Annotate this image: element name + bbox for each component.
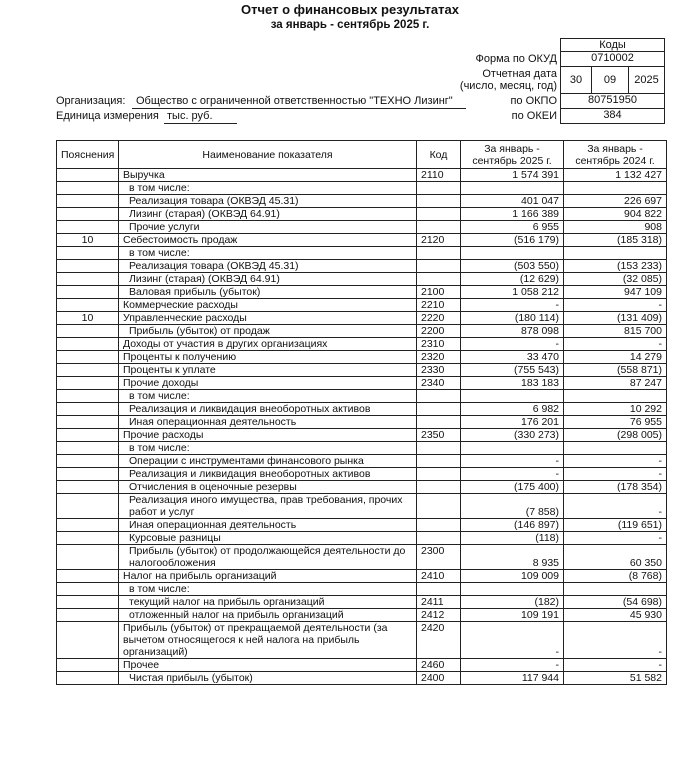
row-value-2024: (131 409)	[564, 312, 667, 325]
table-row	[57, 338, 667, 351]
row-value-2024: 947 109	[564, 286, 667, 299]
row-name: Прочие услуги	[119, 221, 417, 234]
table-row	[57, 169, 667, 182]
row-value-2025: (516 179)	[461, 234, 564, 247]
row-code	[417, 455, 461, 468]
row-note	[57, 570, 119, 583]
row-value-2024	[564, 247, 667, 260]
row-name: Операции с инструментами финансового рынка	[119, 455, 417, 468]
row-note	[57, 390, 119, 403]
row-note: 10	[57, 234, 119, 247]
row-code	[417, 208, 461, 221]
table-row	[57, 325, 667, 338]
row-value-2024	[564, 442, 667, 455]
row-value-2025: (118)	[461, 532, 564, 545]
row-value-2024: 51 582	[564, 672, 667, 685]
row-note	[57, 403, 119, 416]
row-value-2025: 117 944	[461, 672, 564, 685]
report-date-month: 09	[591, 66, 629, 94]
table-row	[57, 299, 667, 312]
row-code: 2350	[417, 429, 461, 442]
report-title: Отчет о финансовых результатах	[241, 2, 459, 17]
row-note	[57, 659, 119, 672]
row-note	[57, 377, 119, 390]
row-code: 2320	[417, 351, 461, 364]
row-value-2025: 1 058 212	[461, 286, 564, 299]
row-value-2024	[564, 583, 667, 596]
row-value-2024: 226 697	[564, 195, 667, 208]
row-code: 2340	[417, 377, 461, 390]
row-name: Реализация и ликвидация внеоборотных активов	[119, 403, 417, 416]
row-value-2024: (185 318)	[564, 234, 667, 247]
row-value-2024: (153 233)	[564, 260, 667, 273]
row-value-2025: (7 858)	[461, 494, 564, 519]
table-row	[57, 429, 667, 442]
row-name: Налог на прибыль организаций	[119, 570, 417, 583]
table-row	[57, 273, 667, 286]
row-value-2024: -	[564, 455, 667, 468]
row-value-2024: 904 822	[564, 208, 667, 221]
row-code	[417, 182, 461, 195]
okpo-label: по ОКПО	[510, 95, 557, 107]
row-name: Иная операционная деятельность	[119, 519, 417, 532]
table-row	[57, 672, 667, 685]
row-note	[57, 455, 119, 468]
table-row	[57, 208, 667, 221]
row-code	[417, 221, 461, 234]
row-name: Доходы от участия в других организациях	[119, 338, 417, 351]
row-value-2024: (32 085)	[564, 273, 667, 286]
unit-value: тыс. руб.	[164, 110, 237, 124]
row-code	[417, 583, 461, 596]
report-date-year: 2025	[628, 66, 665, 94]
row-code: 2460	[417, 659, 461, 672]
row-value-2025: 6 982	[461, 403, 564, 416]
report-date-label: Отчетная дата	[482, 68, 557, 80]
row-name: Реализация товара (ОКВЭД 45.31)	[119, 195, 417, 208]
table-row	[57, 390, 667, 403]
table-row	[57, 609, 667, 622]
row-note	[57, 672, 119, 685]
row-code	[417, 247, 461, 260]
row-note	[57, 338, 119, 351]
row-code	[417, 390, 461, 403]
col-code: Код	[417, 141, 461, 169]
row-value-2024: 10 292	[564, 403, 667, 416]
row-value-2024: 60 350	[564, 545, 667, 570]
row-value-2025: -	[461, 659, 564, 672]
table-row	[57, 519, 667, 532]
row-name: Прибыль (убыток) от продолжающейся деятельности до налогообложения	[119, 545, 417, 570]
col-2024: За январь - сентябрь 2024 г.	[564, 141, 667, 169]
table-row	[57, 234, 667, 247]
row-code	[417, 273, 461, 286]
row-note	[57, 583, 119, 596]
row-name: Проценты к уплате	[119, 364, 417, 377]
row-code	[417, 481, 461, 494]
row-value-2024: -	[564, 494, 667, 519]
row-value-2025: (503 550)	[461, 260, 564, 273]
table-row	[57, 659, 667, 672]
table-row	[57, 545, 667, 570]
row-code: 2411	[417, 596, 461, 609]
row-note	[57, 442, 119, 455]
okpo-code: 80751950	[560, 93, 665, 109]
row-code: 2330	[417, 364, 461, 377]
row-code: 2120	[417, 234, 461, 247]
table-row	[57, 221, 667, 234]
row-name: Себестоимость продаж	[119, 234, 417, 247]
row-value-2025	[461, 247, 564, 260]
row-code: 2412	[417, 609, 461, 622]
table-row	[57, 596, 667, 609]
row-value-2025: 176 201	[461, 416, 564, 429]
row-note: 10	[57, 312, 119, 325]
row-name: Прочие доходы	[119, 377, 417, 390]
row-note	[57, 169, 119, 182]
table-row	[57, 622, 667, 659]
table-row	[57, 364, 667, 377]
row-name: Прибыль (убыток) от прекращаемой деятельности (за вычетом относящегося к ней налога на прибыль организаций)	[119, 622, 417, 659]
row-value-2024: -	[564, 532, 667, 545]
row-value-2025	[461, 390, 564, 403]
row-code	[417, 494, 461, 519]
row-note	[57, 260, 119, 273]
row-value-2024: 908	[564, 221, 667, 234]
row-name: Прочее	[119, 659, 417, 672]
table-row	[57, 494, 667, 519]
org-label: Организация:	[56, 95, 126, 107]
row-code: 2410	[417, 570, 461, 583]
row-name: Валовая прибыль (убыток)	[119, 286, 417, 299]
row-code	[417, 468, 461, 481]
row-name: в том числе:	[119, 182, 417, 195]
row-note	[57, 416, 119, 429]
row-note	[57, 247, 119, 260]
row-name: текущий налог на прибыль организаций	[119, 596, 417, 609]
row-name: в том числе:	[119, 442, 417, 455]
row-name: Проценты к получению	[119, 351, 417, 364]
okud-code: 0710002	[560, 51, 665, 67]
table-row	[57, 468, 667, 481]
row-note	[57, 519, 119, 532]
row-code: 2420	[417, 622, 461, 659]
row-name: Курсовые разницы	[119, 532, 417, 545]
table-row	[57, 182, 667, 195]
financial-results-table	[56, 140, 667, 685]
row-code	[417, 195, 461, 208]
col-indicator-name: Наименование показателя	[119, 141, 417, 169]
row-value-2025: 6 955	[461, 221, 564, 234]
row-note	[57, 195, 119, 208]
row-value-2024: -	[564, 468, 667, 481]
row-code	[417, 403, 461, 416]
row-note	[57, 182, 119, 195]
report-date-hint: (число, месяц, год)	[459, 80, 557, 92]
row-value-2025: 109 009	[461, 570, 564, 583]
row-note	[57, 286, 119, 299]
row-value-2025: -	[461, 299, 564, 312]
table-row	[57, 351, 667, 364]
row-value-2025: (182)	[461, 596, 564, 609]
row-value-2024: -	[564, 299, 667, 312]
row-code: 2400	[417, 672, 461, 685]
col-2025: За январь - сентябрь 2025 г.	[461, 141, 564, 169]
okei-code: 384	[560, 108, 665, 124]
row-code: 2300	[417, 545, 461, 570]
row-note	[57, 325, 119, 338]
row-value-2024: (298 005)	[564, 429, 667, 442]
row-note	[57, 596, 119, 609]
row-value-2025: 1 574 391	[461, 169, 564, 182]
row-value-2025: 1 166 389	[461, 208, 564, 221]
report-period: за январь - сентябрь 2025 г.	[270, 19, 430, 31]
row-note	[57, 364, 119, 377]
row-value-2025: 401 047	[461, 195, 564, 208]
table-row	[57, 416, 667, 429]
row-name: Отчисления в оценочные резервы	[119, 481, 417, 494]
table-row	[57, 195, 667, 208]
okud-label: Форма по ОКУД	[475, 53, 557, 65]
row-code: 2110	[417, 169, 461, 182]
row-note	[57, 532, 119, 545]
row-note	[57, 299, 119, 312]
row-value-2024: 815 700	[564, 325, 667, 338]
row-value-2025	[461, 182, 564, 195]
row-name: Реализация товара (ОКВЭД 45.31)	[119, 260, 417, 273]
row-value-2025: 183 183	[461, 377, 564, 390]
report-date-day: 30	[560, 66, 592, 94]
row-name: отложенный налог на прибыль организаций	[119, 609, 417, 622]
row-value-2024	[564, 182, 667, 195]
row-value-2025: 33 470	[461, 351, 564, 364]
table-row	[57, 481, 667, 494]
row-value-2025: (175 400)	[461, 481, 564, 494]
row-code	[417, 519, 461, 532]
row-note	[57, 351, 119, 364]
row-value-2024: -	[564, 659, 667, 672]
row-value-2024: -	[564, 622, 667, 659]
row-value-2025	[461, 442, 564, 455]
row-value-2025: (330 273)	[461, 429, 564, 442]
table-row	[57, 570, 667, 583]
row-note	[57, 622, 119, 659]
row-name: Чистая прибыль (убыток)	[119, 672, 417, 685]
row-note	[57, 494, 119, 519]
row-code	[417, 260, 461, 273]
row-value-2024: 14 279	[564, 351, 667, 364]
unit-label: Единица измерения	[56, 110, 159, 122]
row-value-2025: (146 897)	[461, 519, 564, 532]
table-row	[57, 583, 667, 596]
table-row	[57, 377, 667, 390]
row-value-2025: (12 629)	[461, 273, 564, 286]
row-code: 2200	[417, 325, 461, 338]
row-name: Прибыль (убыток) от продаж	[119, 325, 417, 338]
row-name: Коммерческие расходы	[119, 299, 417, 312]
row-value-2025: 878 098	[461, 325, 564, 338]
row-value-2025: -	[461, 468, 564, 481]
table-row	[57, 312, 667, 325]
row-value-2024: (178 354)	[564, 481, 667, 494]
row-value-2024	[564, 390, 667, 403]
table-row	[57, 532, 667, 545]
row-code: 2310	[417, 338, 461, 351]
row-code: 2210	[417, 299, 461, 312]
row-note	[57, 545, 119, 570]
row-note	[57, 273, 119, 286]
row-name: Выручка	[119, 169, 417, 182]
codes-header: Коды	[560, 38, 665, 52]
col-notes: Пояснения	[57, 141, 119, 169]
row-name: Управленческие расходы	[119, 312, 417, 325]
row-name: Лизинг (старая) (ОКВЭД 64.91)	[119, 273, 417, 286]
row-value-2024: 87 247	[564, 377, 667, 390]
row-name: Реализация и ликвидация внеоборотных активов	[119, 468, 417, 481]
row-value-2024: (558 871)	[564, 364, 667, 377]
row-value-2024: -	[564, 338, 667, 351]
row-value-2024: 45 930	[564, 609, 667, 622]
table-row	[57, 286, 667, 299]
row-name: в том числе:	[119, 247, 417, 260]
row-code	[417, 416, 461, 429]
row-code: 2100	[417, 286, 461, 299]
row-note	[57, 481, 119, 494]
row-name: Иная операционная деятельность	[119, 416, 417, 429]
org-name: Общество с ограниченной ответственностью "ТЕХНО Лизинг"	[132, 95, 466, 109]
row-value-2024: (54 698)	[564, 596, 667, 609]
row-value-2024: (8 768)	[564, 570, 667, 583]
table-row	[57, 247, 667, 260]
table-row	[57, 403, 667, 416]
row-value-2024: 1 132 427	[564, 169, 667, 182]
row-value-2024: (119 651)	[564, 519, 667, 532]
table-row	[57, 442, 667, 455]
row-value-2025: -	[461, 622, 564, 659]
row-value-2025: (180 114)	[461, 312, 564, 325]
row-name: в том числе:	[119, 583, 417, 596]
row-note	[57, 609, 119, 622]
row-value-2025: -	[461, 338, 564, 351]
row-name: Лизинг (старая) (ОКВЭД 64.91)	[119, 208, 417, 221]
row-value-2025	[461, 583, 564, 596]
table-row	[57, 455, 667, 468]
row-value-2025: (755 543)	[461, 364, 564, 377]
row-name: Прочие расходы	[119, 429, 417, 442]
row-code	[417, 532, 461, 545]
row-name: Реализация иного имущества, прав требования, прочих работ и услуг	[119, 494, 417, 519]
row-value-2025: -	[461, 455, 564, 468]
row-name: в том числе:	[119, 390, 417, 403]
row-note	[57, 221, 119, 234]
row-note	[57, 429, 119, 442]
table-row	[57, 260, 667, 273]
row-value-2025: 8 935	[461, 545, 564, 570]
row-note	[57, 468, 119, 481]
row-note	[57, 208, 119, 221]
row-code	[417, 442, 461, 455]
okei-label: по ОКЕИ	[511, 110, 557, 122]
row-value-2025: 109 191	[461, 609, 564, 622]
row-code: 2220	[417, 312, 461, 325]
row-value-2024: 76 955	[564, 416, 667, 429]
